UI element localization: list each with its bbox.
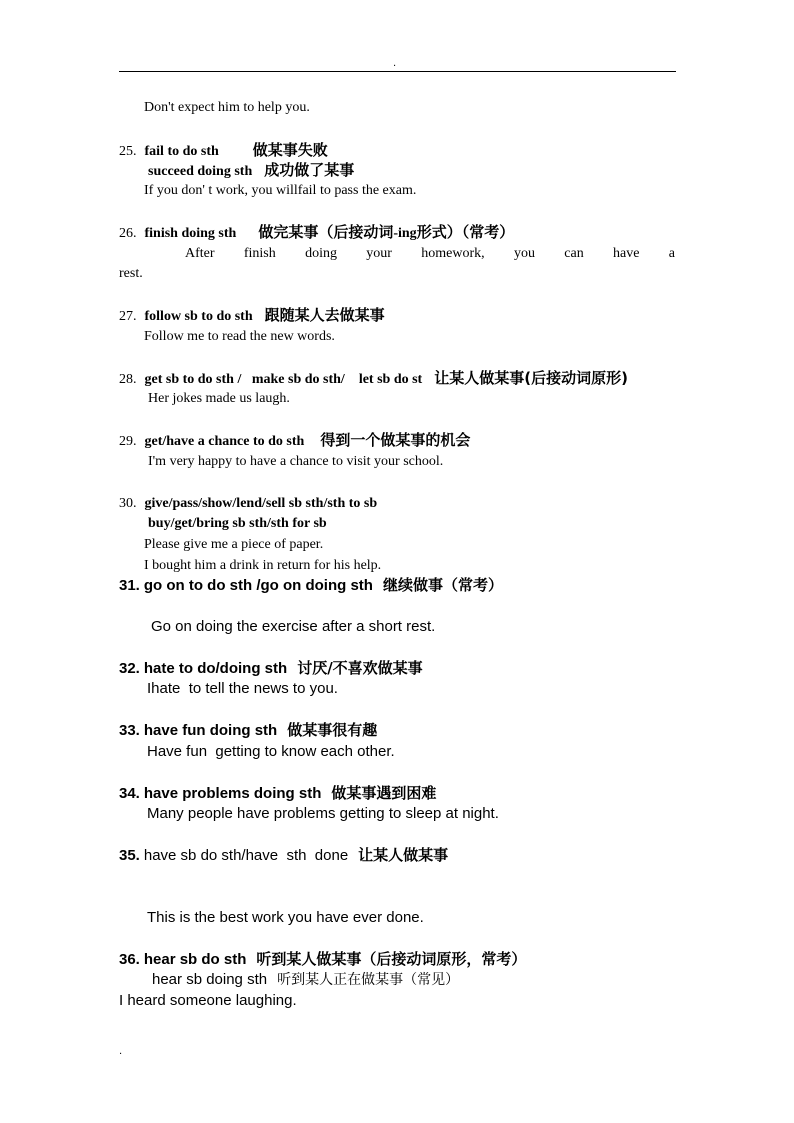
- example-text: I heard someone laughing.: [119, 992, 297, 1009]
- phrase: finish doing sth: [144, 226, 237, 241]
- example-word: a: [668, 246, 675, 261]
- entry-number: 28.: [119, 372, 137, 387]
- phrase: have problems doing sth: [143, 785, 322, 802]
- entry-31-heading: [119, 575, 503, 596]
- entry-number: 32.: [119, 660, 140, 677]
- example-text: Ihate to tell the news to you.: [147, 680, 338, 697]
- entry-34-heading: [119, 783, 436, 804]
- example-word: doing: [305, 246, 337, 261]
- example-text: I'm very happy to have a chance to visit your school.: [148, 454, 444, 469]
- example-word: your: [366, 246, 392, 261]
- chinese-meaning: 跟随某人去做某事: [264, 306, 385, 324]
- example-word: can: [564, 246, 584, 261]
- chinese-meaning: 让某人做某事(后接动词原形): [434, 369, 628, 387]
- phrase: hear sb do sth: [143, 951, 247, 968]
- chinese-meaning: 做完某事（后接动词: [258, 223, 394, 241]
- example-text: Many people have problems getting to sleep at night.: [147, 805, 499, 822]
- example-word: finish: [243, 246, 276, 261]
- chinese-meaning: 做某事很有趣: [287, 721, 378, 739]
- phrase: fail to do sth: [144, 144, 219, 159]
- example-word: have: [613, 246, 640, 261]
- example-text: Please give me a piece of paper.: [144, 537, 324, 552]
- entry-number: 31.: [119, 577, 140, 594]
- phrase: follow sb to do sth: [144, 309, 253, 324]
- entry-33-heading: [119, 720, 377, 741]
- entry-number: 30.: [119, 496, 137, 511]
- phrase: hate to do/doing sth: [143, 660, 288, 677]
- chinese-meaning: 讨厌/不喜欢做某事: [297, 659, 423, 677]
- phrase: hear sb doing sth: [152, 971, 268, 988]
- entry-number: 29.: [119, 434, 137, 449]
- footer-dot: .: [119, 1046, 123, 1057]
- chinese-meaning: 做某事失败: [252, 141, 328, 159]
- example-text: This is the best work you have ever done.: [147, 909, 424, 926]
- example-text: Go on doing the exercise after a short rest.: [151, 618, 436, 635]
- chinese-meaning-ing: -ing: [393, 226, 417, 241]
- entry-36-subheading: [152, 970, 459, 990]
- example-text: Have fun getting to know each other.: [147, 743, 395, 760]
- phrase: go on to do sth /go on doing sth: [143, 577, 373, 594]
- example-text-justified: [185, 244, 675, 264]
- chinese-meaning-tail: 形式）（常考）: [416, 223, 515, 241]
- chinese-meaning: 让某人做某事: [358, 846, 449, 864]
- entry-36-heading: [119, 949, 526, 970]
- entry-number: 27.: [119, 309, 137, 324]
- entry-27-heading: [119, 305, 385, 327]
- entry-26-heading: [119, 222, 514, 244]
- phrase: get/have a chance to do sth: [144, 434, 305, 449]
- entry-number: 33.: [119, 722, 140, 739]
- entry-29-heading: [119, 430, 470, 452]
- example-text: Her jokes made us laugh.: [148, 391, 290, 406]
- phrase: succeed doing sth: [148, 164, 253, 179]
- phrase: have fun doing sth: [143, 722, 278, 739]
- example-word: After: [185, 246, 215, 261]
- chinese-meaning: 做某事遇到困难: [331, 784, 437, 802]
- entry-number: 35.: [119, 847, 140, 864]
- entry-32-heading: [119, 658, 423, 679]
- phrase: give/pass/show/lend/sell sb sth/sth to sb: [144, 496, 378, 511]
- example-text: Don't expect him to help you.: [144, 100, 310, 115]
- example-word: you: [513, 246, 535, 261]
- chinese-meaning: 听到某人做某事（后接动词原形，常考）: [256, 950, 527, 968]
- entry-28-heading: [119, 368, 628, 390]
- header-dot: .: [393, 58, 397, 69]
- entry-35-heading: [119, 845, 448, 866]
- example-text: Follow me to read the new words.: [144, 329, 335, 344]
- phrase: get sb to do sth / make sb do sth/ let sb do st: [144, 372, 423, 387]
- entry-25-subheading: [148, 160, 354, 182]
- entry-number: 26.: [119, 226, 137, 241]
- chinese-meaning: 得到一个做某事的机会: [320, 431, 471, 449]
- phrase-secondary: buy/get/bring sb sth/sth for sb: [148, 516, 327, 531]
- entry-number: 34.: [119, 785, 140, 802]
- header-rule: [119, 71, 676, 72]
- example-text: If you don' t work, you willfail to pass the exam.: [144, 183, 417, 198]
- chinese-meaning: 继续做事（常考）: [382, 576, 503, 594]
- chinese-meaning: 成功做了某事: [264, 161, 355, 179]
- example-text: I bought him a drink in return for his help.: [144, 558, 382, 573]
- entry-30-heading: [119, 493, 377, 514]
- chinese-meaning: 听到某人正在做某事（常见）: [277, 972, 460, 988]
- entry-number: 25.: [119, 144, 137, 159]
- example-text-continued: rest.: [119, 266, 143, 281]
- entry-25-heading: [119, 140, 328, 162]
- phrase: have sb do sth/have sth done: [143, 847, 349, 864]
- entry-number: 36.: [119, 951, 140, 968]
- example-word: homework,: [421, 246, 485, 261]
